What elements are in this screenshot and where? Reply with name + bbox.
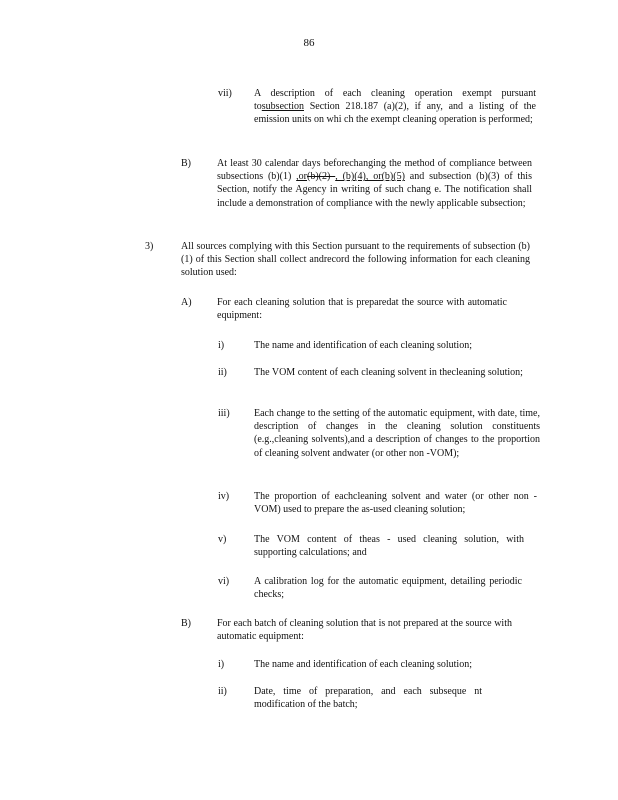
page-number: 86 [303, 37, 315, 49]
text-run: The name and identification of each cleaning solution; [254, 659, 472, 670]
text-run: For each cleaning solution that is preparedat the source with automatic equipment: [217, 297, 507, 322]
list-item-text [217, 157, 532, 210]
list-item-label: v) [218, 534, 227, 545]
deleted-text: (b)(2) [307, 171, 336, 183]
text-run: The VOM content of each cleaning solvent in thecleaning solution; [254, 367, 523, 378]
list-item-text [254, 658, 512, 671]
list-item-label: i) [218, 340, 225, 351]
list-item-text [254, 407, 540, 460]
inserted-text: ,or [296, 171, 308, 183]
list-item-text [254, 339, 512, 352]
text-run: The name and identification of each cleaning solution; [254, 340, 472, 351]
list-item-text [181, 240, 530, 280]
list-item-text [254, 575, 522, 601]
text-run: The VOM content of theas - used cleaning solution, with supporting calculations; and [254, 534, 524, 559]
list-item-text [254, 533, 524, 559]
text-run: and subsection (b)(3) of this Section, notify the Agency in writing of such chang e. The notification shall include a demonstration of compliance with the newly applicable subsection; [217, 171, 532, 209]
list-item-label: iv) [218, 491, 230, 502]
list-item-label: ii) [218, 686, 227, 697]
list-item-label: vii) [218, 88, 232, 99]
text-run: A description of each cleaning operation exempt pursuant to [254, 88, 536, 113]
inserted-text: , (b)(4), or(b)(5) [335, 171, 405, 183]
list-item-text [254, 87, 536, 127]
list-item-text [254, 366, 526, 379]
list-item-text [254, 490, 537, 516]
list-item-label: A) [181, 297, 192, 308]
list-item-label: 3) [145, 241, 154, 252]
text-run: The proportion of eachcleaning solvent and water (or other non -VOM) used to prepare the as-used cleaning solution; [254, 491, 537, 516]
list-item-text [217, 296, 507, 322]
text-run: At least 30 calendar days beforechanging the method of compliance between subsections (b)(1) [217, 158, 532, 183]
list-item-label: B) [181, 158, 191, 169]
list-item-label: iii) [218, 408, 230, 419]
text-run: Section 218.187 (a)(2), if any, and a listing of the emission units on whi ch the exempt cleaning operation is performed; [254, 101, 536, 126]
list-item-label: B) [181, 618, 191, 629]
list-item-text [217, 617, 512, 643]
text-run: All sources complying with this Section pursuant to the requirements of subsection (b)(1) of this Section shall collect andrecord the following information for each cleaning solution used: [181, 241, 530, 279]
text-run: Each change to the setting of the automatic equipment, with date, time, description of changes in the cleaning solution constituents (e.g.,cleaning solvents),and a description of changes to the proportion of cleaning solvent andwater (or other non -VOM); [254, 408, 540, 459]
list-item-label: ii) [218, 367, 227, 378]
list-item-label: vi) [218, 576, 230, 587]
text-run: Date, time of preparation, and each subseque nt modification of the batch; [254, 686, 482, 711]
text-run: For each batch of cleaning solution that is not prepared at the source with automatic equipment: [217, 618, 512, 643]
text-run: A calibration log for the automatic equipment, detailing periodic checks; [254, 576, 522, 601]
list-item-text [254, 685, 482, 711]
inserted-text: subsection [261, 101, 304, 113]
list-item-label: i) [218, 659, 225, 670]
